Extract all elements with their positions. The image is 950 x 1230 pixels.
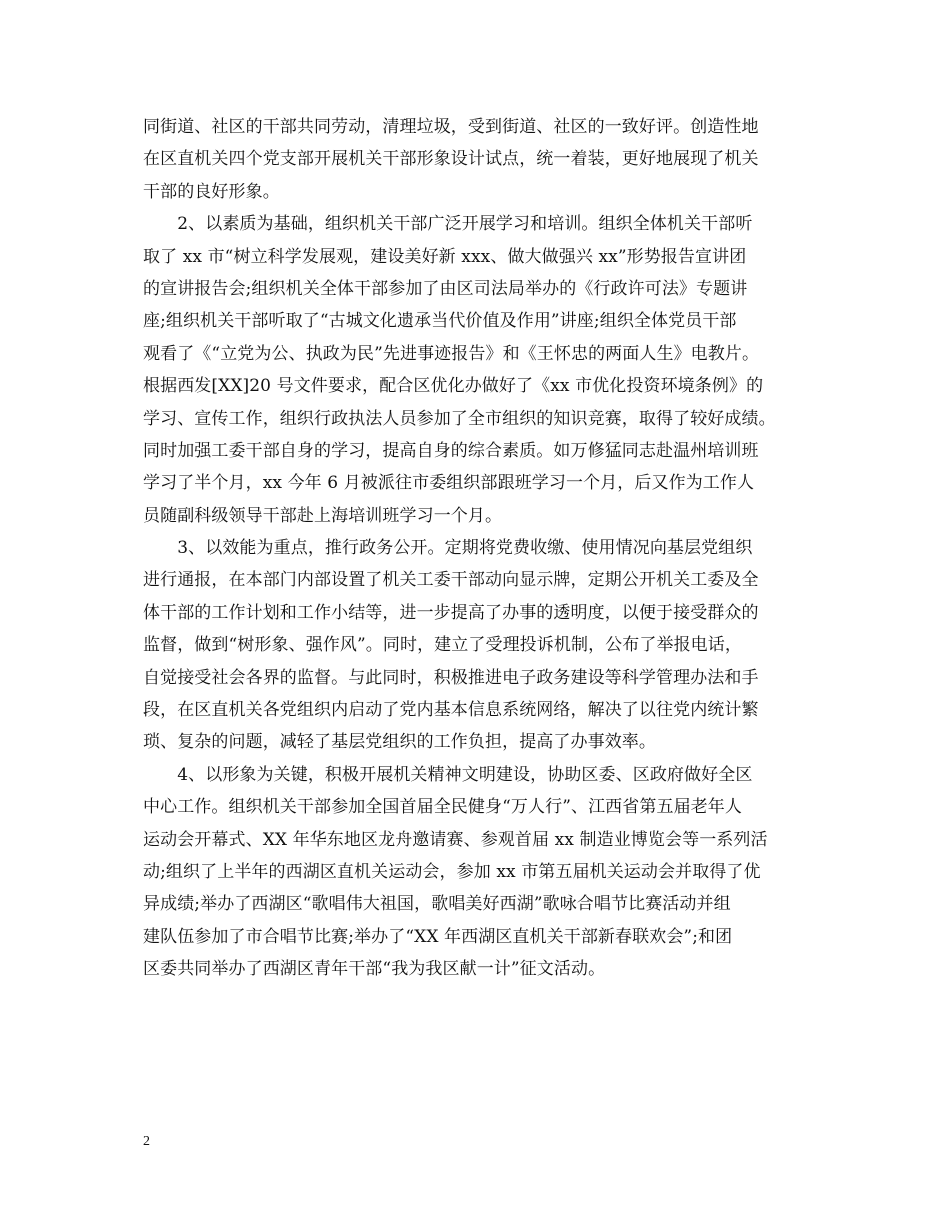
paragraph-3-transparency <box>143 532 823 759</box>
text-line: 的宣讲报告会;组织机关全体干部参加了由区司法局举办的《行政许可法》专题讲 <box>143 278 748 299</box>
text-line: 异成绩;举办了西湖区“歌唱伟大祖国，歌唱美好西湖”歌咏合唱节比赛活动并组 <box>143 894 731 915</box>
text-line: 琐、复杂的问题，减轻了基层党组织的工作负担，提高了办事效率。 <box>143 732 656 753</box>
text-line: 取了 xx 市“树立科学发展观，建设美好新 xxx、做大做强兴 xx”形势报告宣讲团 <box>143 246 747 267</box>
text-line: 4、以形象为关键，积极开展机关精神文明建设，协助区委、区政府做好全区 <box>143 764 753 785</box>
text-line: 区委共同举办了西湖区青年干部“我为我区献一计”征文活动。 <box>143 959 606 980</box>
text-line: 员随副科级领导干部赴上海培训班学习一个月。 <box>143 505 503 526</box>
text-line: 座;组织机关干部听取了“古城文化遗承当代价值及作用”讲座;组织全体党员干部 <box>143 311 737 332</box>
text-line: 同时加强工委干部自身的学习，提高自身的综合素质。如万修猛同志赴温州培训班 <box>143 440 759 461</box>
text-line: 进行通报，在本部门内部设置了机关工委干部动向显示牌，定期公开机关工委及全 <box>143 570 759 591</box>
text-line: 根据西发[XX]20 号文件要求，配合区优化办做好了《xx 市优化投资环境条例》的 <box>143 376 764 397</box>
text-line: 2、以素质为基础，组织机关干部广泛开展学习和培训。组织全体机关干部听 <box>143 214 753 235</box>
text-line: 干部的良好形象。 <box>143 181 280 202</box>
text-line: 观看了《“立党为公、执政为民”先进事迹报告》和《王怀忠的两面人生》电教片。 <box>143 343 760 364</box>
text-line: 建队伍参加了市合唱节比赛;举办了“XX 年西湖区直机关干部新春联欢会”;和团 <box>143 926 733 947</box>
text-line: 体干部的工作计划和工作小结等，进一步提高了办事的透明度，以便于接受群众的 <box>143 602 759 623</box>
text-line: 自觉接受社会各界的监督。与此同时，积极推进电子政务建设等科学管理办法和手 <box>143 667 759 688</box>
text-line: 监督，做到“树形象、强作风”。同时，建立了受理投诉机制，公布了举报电话， <box>143 635 742 656</box>
paragraph-4-civilization <box>143 759 823 986</box>
paragraph-1-continuation <box>143 111 823 208</box>
text-line: 中心工作。组织机关干部参加全国首届全民健身“万人行”、江西省第五届老年人 <box>143 797 742 818</box>
text-line: 运动会开幕式、XX 年华东地区龙舟邀请赛、参观首届 xx 制造业博览会等一系列活 <box>143 829 768 850</box>
paragraph-2-training <box>143 208 823 532</box>
page-number: 2 <box>143 1134 150 1149</box>
text-line: 动;组织了上半年的西湖区直机关运动会，参加 xx 市第五届机关运动会并取得了优 <box>143 861 761 882</box>
text-line: 学习、宣传工作，组织行政执法人员参加了全市组织的知识竞赛，取得了较好成绩。 <box>143 408 776 429</box>
document-body <box>143 111 823 986</box>
text-line: 段，在区直机关各党组织内启动了党内基本信息系统网络，解决了以往党内统计繁 <box>143 700 759 721</box>
text-line: 学习了半个月，xx 今年 6 月被派往市委组织部跟班学习一个月，后又作为工作人 <box>143 473 755 494</box>
text-line: 3、以效能为重点，推行政务公开。定期将党费收缴、使用情况向基层党组织 <box>143 538 753 559</box>
text-line: 同街道、社区的干部共同劳动，清理垃圾，受到街道、社区的一致好评。创造性地 <box>143 117 759 137</box>
text-line: 在区直机关四个党支部开展机关干部形象设计试点，统一着装，更好地展现了机关 <box>143 149 759 170</box>
